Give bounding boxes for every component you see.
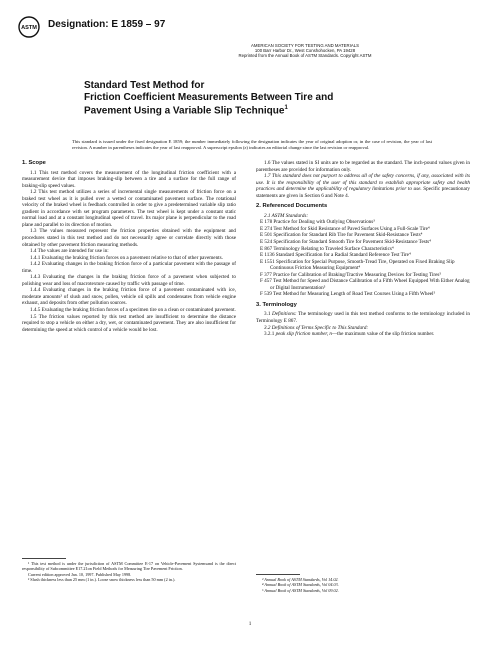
logo-text: ASTM bbox=[21, 25, 37, 32]
title-footnote-mark: 1 bbox=[284, 105, 288, 111]
section-heading-referenced-documents: 2. Referenced Documents bbox=[256, 203, 328, 210]
reference-item: E 1551 Specification for Special Purpose, Smooth-Tread Tire, Operated on Fixed Braking Slip Continuous Friction Measuring Equipment⁴ bbox=[260, 258, 455, 272]
designation: Designation: E 1859 – 97 bbox=[48, 19, 166, 30]
footnote-rule-left bbox=[22, 558, 66, 559]
astm-logo bbox=[18, 16, 40, 38]
paragraph-3-2: 3.2 Definitions of Terms Specific to This Standard: bbox=[264, 324, 369, 331]
document-title bbox=[84, 80, 414, 117]
left-column bbox=[22, 160, 236, 333]
page-number: 1 bbox=[248, 621, 252, 627]
reference-item: E 274 Test Method for Skid Resistance of Paved Surfaces Using a Full-Scale Tire⁴ bbox=[260, 225, 430, 232]
paragraph-1-6: 1.6 The values stated in SI units are to be regarded as the standard. The inch-pound values given in parentheses are provided for information only. bbox=[256, 160, 470, 173]
reference-item: F 539 Test Method for Measuring Length of Road Test Courses Using a Fifth Wheel⁵ bbox=[260, 291, 436, 298]
footnote: ³ Annual Book of ASTM Standards, Vol 14.02. bbox=[262, 577, 339, 582]
paragraph-3-2-1: 3.2.1 peak slip friction number, n—the maximum value of the slip friction number. bbox=[264, 331, 435, 338]
publisher-line: 100 Barr Harbor Dr., West Conshohocken, PA 19428 bbox=[254, 48, 356, 54]
publisher-line: Reprinted from the Annual Book of ASTM Standards. Copyright ASTM bbox=[238, 53, 372, 59]
paragraph-1-4-3: 1.4.3 Evaluating the changes in the braking friction force of a pavement when subjected to polishing wear and loss of macrotexture caused by traffic with passage of time. bbox=[22, 274, 236, 287]
reference-item: E 524 Specification for Standard Smooth Tire for Pavement Skid-Resistance Tests⁴ bbox=[260, 239, 431, 246]
footnote: ⁴ Annual Book of ASTM Standards, Vol 04.03. bbox=[262, 582, 339, 588]
paragraph-1-4-5: 1.4.5 Evaluating the braking friction forces of a specimen tire on a clean or contaminated pavement. bbox=[30, 307, 236, 314]
paragraph-1-4-2: 1.4.2 Evaluating changes in the braking friction force of a particular pavement with the passage of time. bbox=[22, 261, 236, 274]
standard-notice: This standard is issued under the fixed designation E 1859; the number immediately following the designation indicates the year of original adoption or, in the case of revision, the year of last revision. A number in parentheses indicates the year of last reapproval. A superscript epsilon (ε) indicates an editorial change since the last revision or reapproval. bbox=[72, 139, 432, 150]
paragraph-3-1: 3.1 Definitions: The terminology used in this test method conforms to the terminology included in Terminology E 867. bbox=[256, 311, 470, 325]
paragraph-1-4-1: 1.4.1 Evaluating the braking friction forces on a pavement relative to that of other pavements. bbox=[30, 254, 223, 261]
section-heading-scope: 1. Scope bbox=[22, 160, 46, 166]
paragraph-1-4-4: 1.4.4 Evaluating changes in the braking friction force of a pavement contaminated with ice, moderate amounts² of slush and snow, pollen, vehicle oil spills and condensates from vehicle engine exhaust, and deposits from other pollution sources. bbox=[22, 287, 236, 307]
reference-item: F 457 Test Method for Speed and Distance Calibration of a Fifth Wheel Equipped With Either Analog or Digital Instrumentation⁵ bbox=[260, 278, 470, 291]
reference-item: F 377 Practice for Calibration of Braking/Tractive Measuring Devices for Testing Tires⁵ bbox=[260, 271, 442, 278]
footnote: ¹ This test method is under the jurisdiction of ASTM Committee E-17 on Vehicle-Pavement Systemsand is the direct responsibility of Subcommittee E17.21on Field Methods for Measuring Tire Pavement Friction. bbox=[22, 561, 236, 572]
section-heading-terminology: 3. Terminology bbox=[256, 301, 297, 308]
right-column bbox=[256, 160, 470, 338]
paragraph-1-2: 1.2 This test method utilizes a series of incremental single measurements of friction force on a braked test wheel as it is pulled over a wetted or contaminated pavement surface. The rotational velocity of the braked wheel is feedback controlled in order to give a predetermined variable slip ratio gradient in accordance with set program parameters. The test wheel is kept under a constant static normal load and at a constant longitudinal speed of travel. Its major plane is perpendicular to the road plane and parallel to its direction of motion. bbox=[22, 189, 236, 228]
footnote-rule-right bbox=[256, 574, 300, 575]
footnotes-right bbox=[256, 577, 470, 593]
title-line: Pavement Using a Variable Slip Technique$^1$ bbox=[84, 105, 288, 117]
reference-item: E 178 Practice for Dealing with Outlying Observations³ bbox=[260, 219, 375, 226]
title-line: Standard Test Method for bbox=[84, 80, 205, 91]
paragraph-1-1: 1.1 This test method covers the measurement of the longitudinal friction coefficient with a measurement device that imposes braking-slip between a tire and a surface for the full range of braking-slip speed values. bbox=[22, 169, 236, 189]
footnote: ² Slush thickness less than 25 mm (1 in.). Loose snow thickness less than 50 mm (2 in.). bbox=[28, 577, 176, 583]
paragraph-1-4: 1.4 The values are intended for use in: bbox=[30, 248, 109, 255]
publisher-block bbox=[205, 43, 405, 59]
astm-standards-label: 2.1 ASTM Standards: bbox=[264, 212, 309, 219]
reference-item: E 501 Specification for Standard Rib Tire for Pavement Skid-Resistance Tests⁴ bbox=[260, 232, 423, 239]
reference-item: E 867 Terminology Relating to Traveled Surface Characteristics⁴ bbox=[260, 245, 394, 252]
publisher-line: AMERICAN SOCIETY FOR TESTING AND MATERIALS bbox=[251, 43, 359, 48]
paragraph-1-3: 1.3 The values measured represent the friction properties obtained with the equipment and procedures stated in this test method and do not necessarily agree or correlate directly with those obtained by other pavement friction measuring methods. bbox=[22, 228, 236, 248]
paragraph-1-7: 1.7 This standard does not purport to address all of the safety concerns, if any, associated with its use. It is the responsibility of the user of this standard to establish appropriate safety and health practices and determine the applicability of regulatory limitations prior to use. Specific precautionary statements are given in Section 6 and Note 4. bbox=[256, 173, 471, 199]
title-line: Friction Coefficient Measurements Between Tire and bbox=[84, 91, 334, 103]
footnote: ⁵ Annual Book of ASTM Standards, Vol 09.02. bbox=[262, 587, 339, 593]
paragraph-1-5: 1.5 The friction values reported by this test method are insufficient to determine the distance required to stop a vehicle on either a dry, wet, or contaminated pavement. They are also insufficient for determining the speed at which control of a vehicle would be lost. bbox=[22, 313, 236, 333]
footnotes-left bbox=[22, 561, 236, 583]
footnote: Current edition approved Jan. 10, 1997. Published May 1998. bbox=[28, 571, 132, 577]
reference-item: E 1136 Standard Specification for a Radial Standard Reference Test Tire⁴ bbox=[260, 252, 411, 259]
